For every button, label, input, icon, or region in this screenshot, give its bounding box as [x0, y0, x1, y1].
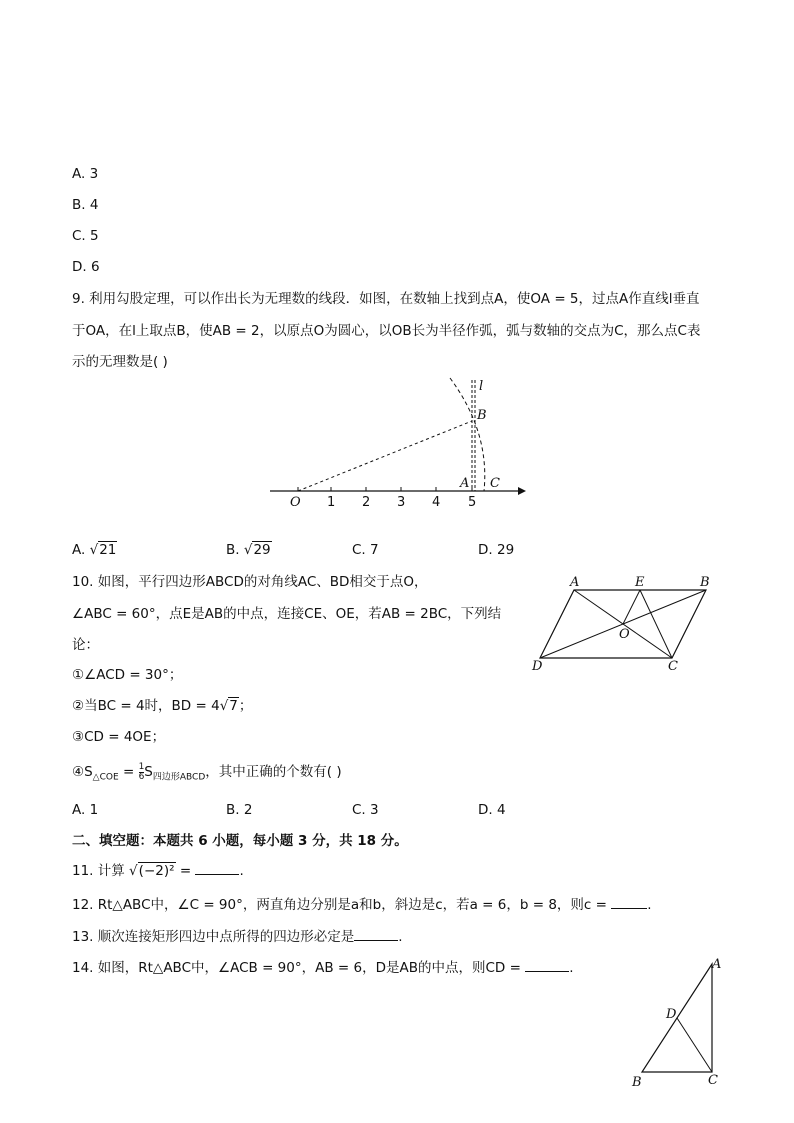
q9-label-a: A: [460, 476, 470, 491]
q9-tick-2: 2: [362, 495, 371, 510]
q8-option-d: D. 6: [72, 259, 100, 275]
q11-answer-blank[interactable]: [195, 861, 239, 875]
q12-answer-blank[interactable]: [611, 895, 647, 909]
q10-option-a: A. 1: [72, 802, 99, 818]
q10-stem-line2: ∠ABC = 60°，点E是AB的中点，连接CE、OE，若AB = 2BC，下列结: [72, 606, 502, 622]
q9-tick-5: 5: [468, 495, 477, 510]
q14-answer-blank[interactable]: [525, 958, 569, 972]
q9-label-o: O: [290, 495, 301, 510]
q10-stem-line1: 10. 如图，平行四边形ABCD的对角线AC、BD相交于点O，: [72, 574, 428, 590]
q10-option-c: C. 3: [352, 802, 379, 818]
q13: 13. 顺次连接矩形四边中点所得的四边形必定是 .: [72, 929, 403, 945]
q12: 12. Rt△ABC中，∠C = 90°，两直角边分别是a和b，斜边是c，若a = 6，b = 8，则c = .: [72, 897, 652, 913]
q13-answer-blank[interactable]: [354, 927, 398, 941]
q10-label-d: D: [532, 659, 543, 674]
q11: 11. 计算 √(−2)² = .: [72, 863, 244, 879]
q14: 14. 如图，Rt△ABC中，∠ACB = 90°，AB = 6，D是AB的中点，则CD = .: [72, 960, 574, 976]
q8-option-a: A. 3: [72, 166, 99, 182]
q9-tick-3: 3: [397, 495, 406, 510]
q8-option-c: C. 5: [72, 228, 99, 244]
q9-label-l: l: [479, 379, 484, 394]
q10-option-b: B. 2: [226, 802, 253, 818]
q10-option-d: D. 4: [478, 802, 506, 818]
q9-tick-4: 4: [432, 495, 441, 510]
q9-stem-line2: 于OA，在l上取点B，使AB = 2，以原点O为圆心，以OB长为半径作弧，弧与数轴的交点为C，那么点C表: [72, 323, 701, 339]
q10-statement-3: ③CD = 4OE；: [72, 729, 166, 745]
q9-option-d: D. 29: [478, 542, 515, 558]
q9-stem-line1: 9. 利用勾股定理，可以作出长为无理数的线段．如图，在数轴上找到点A，使OA = 5，过点A作直线l垂直: [72, 291, 700, 307]
q14-label-a: A: [712, 957, 722, 972]
q10-statement-1: ①∠ACD = 30°；: [72, 667, 183, 683]
q14-triangle-figure: [626, 952, 730, 1092]
q10-label-c: C: [668, 659, 678, 674]
q14-label-c: C: [708, 1073, 718, 1088]
q9-option-c: C. 7: [352, 542, 379, 558]
section-2-heading: 二、填空题：本题共 6 小题，每小题 3 分，共 18 分。: [72, 833, 408, 849]
q8-option-b: B. 4: [72, 197, 99, 213]
q10-label-b: B: [700, 575, 710, 590]
q10-label-e: E: [635, 575, 645, 590]
q10-statement-2: ②当BC = 4时，BD = 4√7；: [72, 698, 253, 714]
q14-label-b: B: [632, 1075, 642, 1090]
q9-option-a: A. √21: [72, 542, 117, 558]
q10-label-o: O: [619, 627, 630, 642]
q10-parallelogram-figure: [528, 572, 718, 676]
q14-label-d: D: [666, 1007, 677, 1022]
q10-stem-line3: 论：: [72, 637, 99, 653]
q9-label-c: C: [490, 476, 500, 491]
q9-option-b: B. √29: [226, 542, 271, 558]
q9-tick-1: 1: [327, 495, 336, 510]
q9-label-b: B: [477, 408, 487, 423]
q10-statement-4: $④S_{\triangle COE}$ = $\frac{1}{6}$ $S_{四边形ABCD}$，其中正确的个数有( ): [72, 761, 342, 783]
q9-stem-line3: 示的无理数是( ): [72, 354, 168, 370]
q9-number-line-figure: [262, 372, 532, 512]
q10-label-a: A: [570, 575, 580, 590]
